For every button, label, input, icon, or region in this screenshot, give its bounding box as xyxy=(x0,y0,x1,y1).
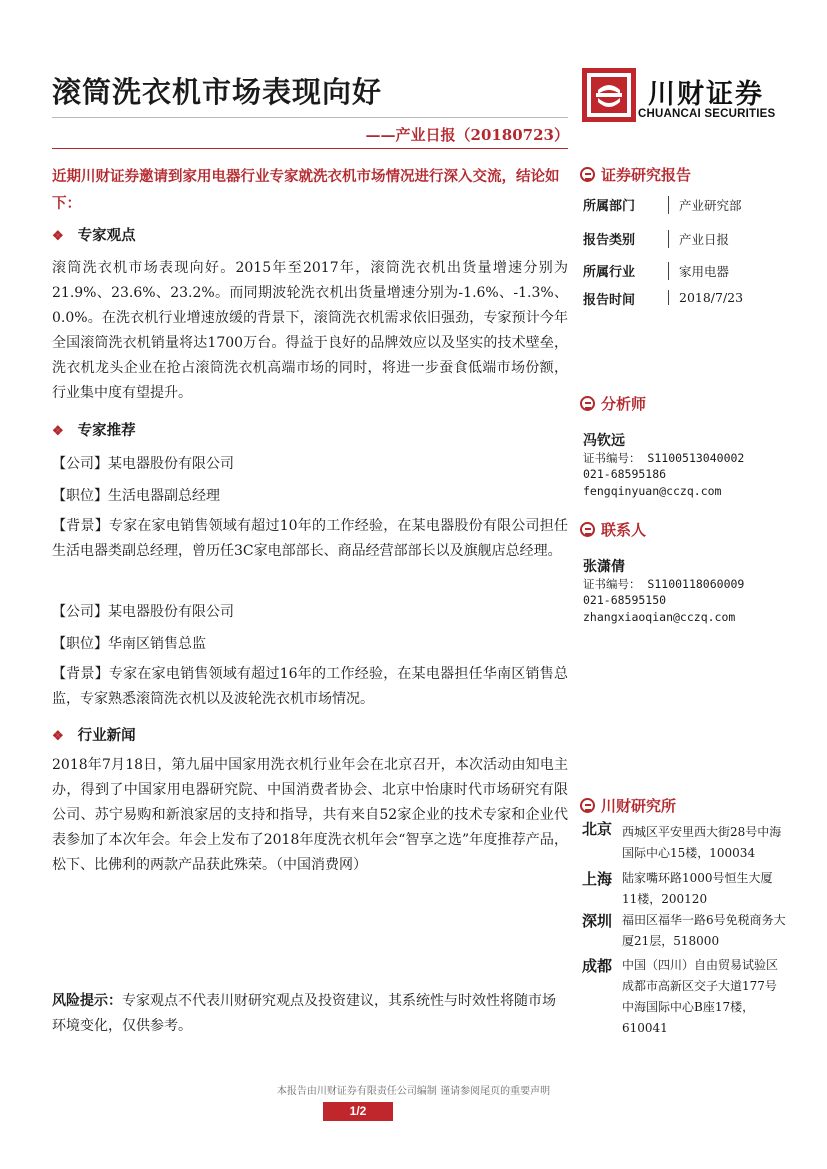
section-marker-icon xyxy=(580,167,595,182)
meta-value-date: 2018/7/23 xyxy=(668,290,743,305)
diamond-bullet-icon: ❖ xyxy=(52,229,64,244)
analyst-phone: 021-68595186 xyxy=(583,467,667,481)
footer-note: 本报告由川财证券有限责任公司编制 谨请参阅尾页的重要声明 xyxy=(276,1086,551,1097)
brand-name-cn: 川财证券 xyxy=(648,79,764,110)
section-marker-icon xyxy=(580,798,595,813)
analyst-name: 冯钦远 xyxy=(583,433,625,449)
office-address-shanghai: 陆家嘴环路1000号恒生大厦11楼，200120 xyxy=(622,871,773,906)
contact-name: 张潇倩 xyxy=(583,559,625,575)
contact-email[interactable]: zhangxiaoqian@cczq.com xyxy=(583,610,736,624)
brand-logo xyxy=(582,68,782,128)
expert2-position: 【职位】华南区销售总监 xyxy=(52,636,206,652)
expert1-background: 【背景】专家在家电销售领域有超过10年的工作经验，在某电器股份有限公司担任生活电器类副总经理，曾历任3C家电部部长、商品经营部部长以及旗舰店总经理。 xyxy=(52,518,568,559)
section-heading-expert-recommend: ❖ 专家推荐 xyxy=(52,422,136,439)
lead-paragraph: 近期川财证券邀请到家用电器行业专家就洗衣机市场情况进行深入交流，结论如下： xyxy=(52,168,560,212)
expert2-company: 【公司】某电器股份有限公司 xyxy=(52,604,234,620)
section-heading-industry-news: ❖ 行业新闻 xyxy=(52,727,136,744)
expert1-company: 【公司】某电器股份有限公司 xyxy=(52,456,234,472)
meta-key-department: 所属部门 xyxy=(583,199,636,214)
analyst-email[interactable]: fengqinyuan@cczq.com xyxy=(583,484,722,498)
meta-key-date: 报告时间 xyxy=(583,293,636,308)
section-marker-icon xyxy=(580,396,595,411)
contact-phone: 021-68595150 xyxy=(583,593,667,607)
contact-cert: 证书编号： S1100118060009 xyxy=(583,577,745,591)
risk-text: 专家观点不代表川财研究观点及投资建议，其系统性与时效性将随市场环境变化，仅供参考。 xyxy=(52,993,556,1034)
meta-value-industry: 家用电器 xyxy=(668,262,729,280)
office-city-chengdu: 成都 xyxy=(582,957,613,975)
brand-mark-icon xyxy=(582,68,636,122)
section-marker-icon xyxy=(580,522,595,537)
sidebar-heading-report: 证券研究报告 xyxy=(580,164,691,185)
sidebar-heading-analyst: 分析师 xyxy=(580,393,646,414)
header-divider xyxy=(52,117,568,118)
meta-value-category: 产业日报 xyxy=(668,230,729,248)
diamond-bullet-icon: ❖ xyxy=(52,729,64,744)
risk-warning xyxy=(52,989,568,1039)
report-subtitle: ——产业日报（20180723） xyxy=(365,126,569,144)
office-address-chengdu: 中国（四川）自由贸易试验区成都市高新区交子大道177号中海国际中心B座17楼，610041 xyxy=(622,958,779,1035)
sidebar-heading-institute: 川财研究所 xyxy=(580,795,676,816)
industry-news-body: 2018年7月18日，第九届中国家用洗衣机行业年会在北京召开，本次活动由知电主办，得到了中国家用电器研究院、中国消费者协会、北京中怡康时代市场研究有限公司、苏宁易购和新浪家居的支持和指导，共有来自52家企业的技术专家和企业代表参加了本次年会。年会上发布了2018年度洗衣机年会“智享之选”年度推荐产品，松下、比佛利的两款产品获此殊荣。（中国消费网） xyxy=(52,757,568,873)
office-city-shenzhen: 深圳 xyxy=(582,912,613,930)
expert-view-body: 滚筒洗衣机市场表现向好。2015年至2017年，滚筒洗衣机出货量增速分别为21.9%、23.6%、23.2%。而同期波轮洗衣机出货量增速分别为-1.6%、-1.3%、0.0%。在洗衣机行业增速放缓的背景下，滚筒洗衣机需求依旧强劲，专家预计今年全国滚筒洗衣机销量将达1700万台。得益于良好的品牌效应以及坚实的技术壁垒，洗衣机龙头企业在抢占滚筒洗衣机高端市场的同时，将进一步蚕食低端市场份额，行业集中度有望提升。 xyxy=(52,260,568,401)
expert2-background: 【背景】专家在家电销售领域有超过16年的工作经验，在某电器担任华南区销售总监，专家熟悉滚筒洗衣机以及波轮洗衣机市场情况。 xyxy=(52,666,568,707)
office-city-shanghai: 上海 xyxy=(582,870,613,888)
meta-key-category: 报告类别 xyxy=(583,233,636,248)
risk-label: 风险提示： xyxy=(52,993,122,1009)
brand-name-en: CHUANCAI SECURITIES xyxy=(638,108,776,120)
page-number: 1/2 xyxy=(323,1102,393,1121)
sidebar-heading-contact: 联系人 xyxy=(580,519,646,540)
section-heading-expert-view: ❖ 专家观点 xyxy=(52,227,136,244)
subtitle-divider xyxy=(52,148,568,149)
office-address-shenzhen: 福田区福华一路6号免税商务大厦21层，518000 xyxy=(622,913,786,948)
expert1-position: 【职位】生活电器副总经理 xyxy=(52,488,220,504)
diamond-bullet-icon: ❖ xyxy=(52,424,64,439)
meta-value-department: 产业研究部 xyxy=(668,196,742,214)
analyst-cert: 证书编号： S1100513040002 xyxy=(583,451,745,465)
office-city-beijing: 北京 xyxy=(582,820,613,838)
page-title: 滚筒洗衣机市场表现向好 xyxy=(52,75,383,109)
meta-key-industry: 所属行业 xyxy=(583,265,636,280)
office-address-beijing: 西城区平安里西大街28号中海国际中心15楼，100034 xyxy=(622,825,782,860)
